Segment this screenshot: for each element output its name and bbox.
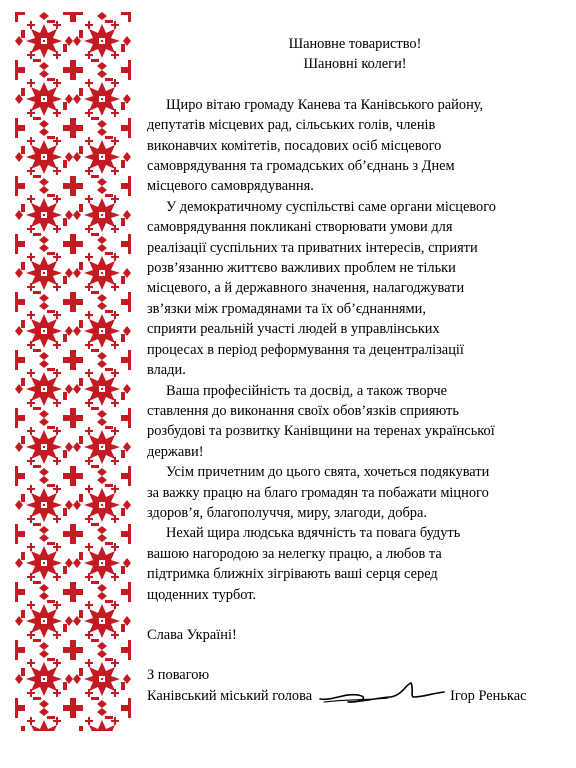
text-line: Щиро вітаю громаду Канева та Канівського району, [166,96,484,113]
text-line: здоров’я, благополуччя, миру, злагоди, добра. [147,504,427,521]
paragraph-5 [147,523,563,605]
text-line: вашою нагородою за нелегку працю, а любов та [147,545,442,562]
text-line: місцевого, а й державного значення, налагоджувати [147,280,465,297]
paragraph-4 [147,462,563,523]
text-line: розбудові та розвитку Канівщини на теренах української [147,423,495,440]
text-line: зв’язки між громадянами та їх об’єднаннями, [147,300,426,317]
text-line: сприяти реальній участі людей в управлінських [147,321,440,338]
text-line: влади. [147,362,186,379]
text-line: реалізації суспільних та приватних інтересів, сприяти [147,239,478,256]
greeting-block [147,34,563,75]
closing-block [147,665,563,706]
text-line: самоврядування покликані створювати умови для [147,219,453,236]
text-line: ставлення до виконання своїх обов’язків сприяють [147,402,459,419]
text-line: депутатів місцевих рад, сільських голів, членів [147,117,436,134]
letter-body [147,34,563,706]
text-line: У демократичному суспільстві саме органи місцевого [166,198,496,215]
greeting-line-1: Шановне товариство! [288,36,422,52]
text-line: Усім причетним до цього свята, хочеться подякувати [166,464,490,481]
text-line: держави! [147,443,204,460]
greeting-line-2: Шановні колеги! [303,56,407,73]
signature-row [147,686,563,706]
slogan: Слава Україні! [147,626,237,643]
paragraph-1 [147,95,563,197]
text-line: місцевого самоврядування. [147,178,314,195]
paragraph-3 [147,381,563,463]
paragraph-2 [147,197,563,381]
closing-phrase: З повагою [147,667,210,684]
text-line: виконавчих комітетів, посадових осіб місцевого [147,137,442,154]
text-line: підтримка ближніх зігрівають ваші серця серед [147,566,438,583]
text-line: щоденних турбот. [147,586,257,603]
handwritten-signature [318,680,446,706]
signer-title: Канівський міський голова [147,687,313,704]
signer-name: Ігор Ренькас [450,687,527,704]
text-line: самоврядування та громадських об’єднань з Днем [147,158,455,175]
text-line: за важку працю на благо громадян та побажати міцного [147,484,489,501]
text-line: Ваша професійність та досвід, а також творче [166,382,447,399]
text-line: розв’язанню життєво важливих проблем не тільки [147,260,456,277]
text-line: Нехай щира людська вдячність та повага будуть [166,525,461,542]
text-line: процесах в період реформування та децентралізації [147,341,464,358]
embroidery-ornament-border [15,12,131,731]
